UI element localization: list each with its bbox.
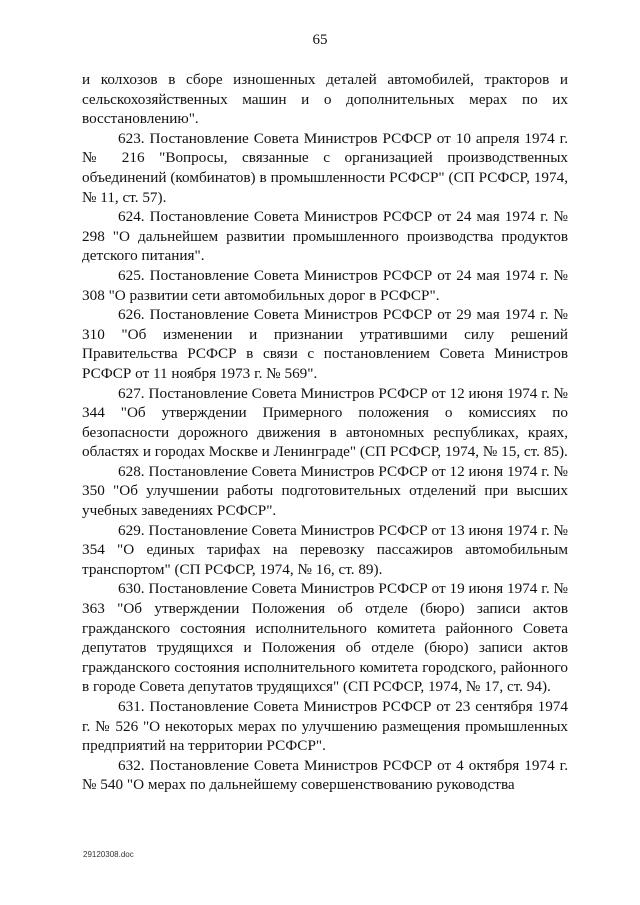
paragraph-continuation: и колхозов в сборе изношенных деталей автомобилей, тракторов и сельскохозяйственных машин и о дополнительных мерах по их восстановлению".	[82, 71, 568, 128]
paragraph-item-625: 625. Постановление Совета Министров РСФСР от 24 мая 1974 г. № 308 "О развитии сети автомобильных дорог в РСФСР".	[82, 266, 568, 304]
paragraph-item-631: 631. Постановление Совета Министров РСФСР от 23 сентября 1974 г. № 526 "О некоторых мерах по улучшению размещения промышленных предприятий на территории РСФСР".	[82, 698, 568, 755]
paragraph-item-630: 630. Постановление Совета Министров РСФСР от 19 июня 1974 г. № 363 "Об утверждении Положения об отделе (бюро) записи актов гражданского состояния исполнительного комитета районного Совета депутатов трудящихся и Положения об отделе (бюро) записи актов гражданского состояния исполнительного комитета городского, районного в городе Совета депутатов трудящихся" (СП РСФСР, 1974, № 17, ст. 94).	[82, 580, 568, 696]
paragraph-item-632: 632. Постановление Совета Министров РСФСР от 4 октября 1974 г. № 540 "О мерах по дальнейшему совершенствованию руководства	[82, 756, 568, 794]
paragraph-item-626: 626. Постановление Совета Министров РСФСР от 29 мая 1974 г. № 310 "Об изменении и признании утратившими силу решений Правительства РСФСР в связи с постановлением Совета Министров РСФСР от 11 ноября 1973 г. № 569".	[82, 306, 568, 382]
paragraph-item-629: 629. Постановление Совета Министров РСФСР от 13 июня 1974 г. № 354 "О единых тарифах на перевозку пассажиров автомобильным транспортом" (СП РСФСР, 1974, № 16, ст. 89).	[82, 521, 568, 578]
footer-filename: 29120308.doc	[83, 850, 134, 859]
paragraph-item-624: 624. Постановление Совета Министров РСФСР от 24 мая 1974 г. № 298 "О дальнейшем развитии промышленного производства продуктов детского питания".	[82, 208, 568, 265]
paragraph-item-627: 627. Постановление Совета Министров РСФСР от 12 июня 1974 г. № 344 "Об утверждении Примерного положения о комиссиях по безопасности дорожного движения в автономных республиках, краях, областях и городах Москве и Ленинграде" (СП РСФСР, 1974, № 15, ст. 85).	[82, 384, 568, 461]
paragraph-item-628: 628. Постановление Совета Министров РСФСР от 12 июня 1974 г. № 350 "Об улучшении работы подготовительных отделений при высших учебных заведениях РСФСР".	[82, 462, 568, 520]
paragraph-item-623: 623. Постановление Совета Министров РСФСР от 10 апреля 1974 г. № 216 "Вопросы, связанные с организацией производственных объединений (комбинатов) в промышленности РСФСР" (СП РСФСР, 1974, № 11, ст. 57).	[82, 129, 568, 206]
page-number: 65	[312, 32, 328, 48]
document-body	[82, 70, 568, 795]
